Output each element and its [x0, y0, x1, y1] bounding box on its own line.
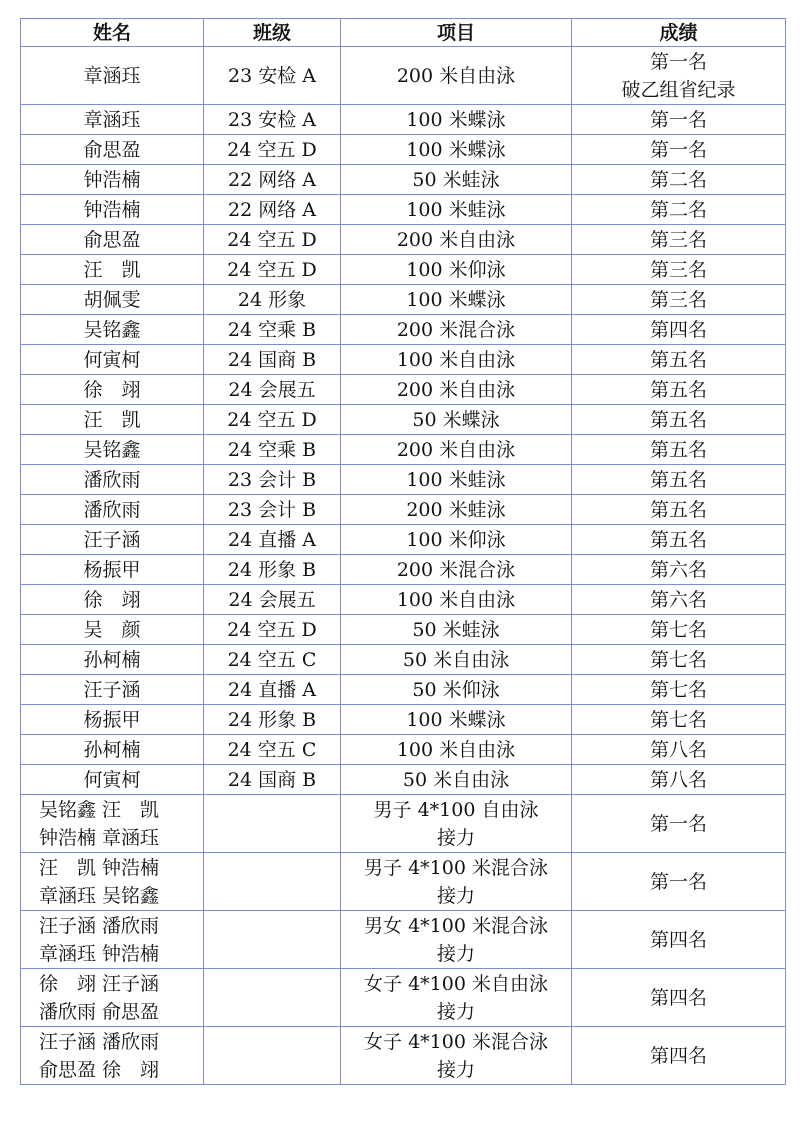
table-row: [21, 675, 786, 705]
cell-name: 杨振甲: [21, 555, 204, 585]
cell-name: 胡佩雯: [21, 285, 204, 315]
cell-relay-event: 男子 4*100 自由泳 接力: [341, 795, 572, 853]
cell-result: 第五名: [572, 405, 786, 435]
cell-class: 24 会展五: [204, 375, 341, 405]
cell-name: 钟浩楠: [21, 195, 204, 225]
relay-row: [21, 795, 786, 853]
table-row: [21, 435, 786, 465]
cell-relay-result: 第四名: [572, 1027, 786, 1085]
cell-class: 24 空五 C: [204, 735, 341, 765]
cell-result: 第五名: [572, 465, 786, 495]
cell-class: 24 直播 A: [204, 525, 341, 555]
cell-result: 第七名: [572, 705, 786, 735]
cell-event: 100 米仰泳: [341, 255, 572, 285]
cell-name: 钟浩楠: [21, 165, 204, 195]
cell-event: 100 米自由泳: [341, 585, 572, 615]
cell-class: 24 空五 D: [204, 225, 341, 255]
cell-event: 50 米蛙泳: [341, 615, 572, 645]
cell-name: 章涵珏: [21, 105, 204, 135]
cell-class: 24 空五 D: [204, 405, 341, 435]
cell-name: 汪子涵: [21, 675, 204, 705]
cell-relay-names: 徐 翊 汪子涵 潘欣雨 俞思盈: [21, 969, 204, 1027]
table-row: [21, 465, 786, 495]
table-row: [21, 705, 786, 735]
cell-event: 200 米自由泳: [341, 375, 572, 405]
table-row: [21, 225, 786, 255]
table-row: [21, 555, 786, 585]
results-table: [20, 18, 786, 1085]
cell-name: 吴铭鑫: [21, 435, 204, 465]
table-row: [21, 615, 786, 645]
cell-name: 潘欣雨: [21, 465, 204, 495]
cell-event: 50 米蝶泳: [341, 405, 572, 435]
cell-result: 第一名: [572, 105, 786, 135]
header-result: 成绩: [572, 19, 786, 47]
cell-result: 第三名: [572, 255, 786, 285]
cell-class: 24 形象 B: [204, 555, 341, 585]
table-row: [21, 165, 786, 195]
cell-class: 23 安检 A: [204, 47, 341, 105]
cell-event: 200 米混合泳: [341, 555, 572, 585]
cell-name: 吴铭鑫: [21, 315, 204, 345]
cell-relay-class: [204, 969, 341, 1027]
cell-event: 100 米蛙泳: [341, 195, 572, 225]
cell-name: 徐 翊: [21, 375, 204, 405]
cell-relay-event: 女子 4*100 米混合泳 接力: [341, 1027, 572, 1085]
cell-result: 第五名: [572, 495, 786, 525]
cell-class: 22 网络 A: [204, 165, 341, 195]
cell-class: 24 空五 C: [204, 645, 341, 675]
cell-relay-result: 第四名: [572, 969, 786, 1027]
cell-relay-result: 第一名: [572, 795, 786, 853]
relay-row: [21, 853, 786, 911]
cell-class: 24 国商 B: [204, 765, 341, 795]
cell-result: 第五名: [572, 345, 786, 375]
cell-event: 200 米自由泳: [341, 225, 572, 255]
cell-relay-class: [204, 911, 341, 969]
cell-relay-names: 吴铭鑫 汪 凯 钟浩楠 章涵珏: [21, 795, 204, 853]
cell-relay-names: 汪子涵 潘欣雨 俞思盈 徐 翊: [21, 1027, 204, 1085]
cell-name: 孙柯楠: [21, 735, 204, 765]
cell-name: 杨振甲: [21, 705, 204, 735]
cell-class: 24 国商 B: [204, 345, 341, 375]
cell-class: 23 安检 A: [204, 105, 341, 135]
cell-event: 100 米蝶泳: [341, 135, 572, 165]
cell-result: 第七名: [572, 675, 786, 705]
cell-result: 第三名: [572, 225, 786, 255]
cell-name: 何寅柯: [21, 765, 204, 795]
cell-result: 第八名: [572, 735, 786, 765]
cell-name: 汪 凯: [21, 405, 204, 435]
cell-name: 何寅柯: [21, 345, 204, 375]
table-row: [21, 135, 786, 165]
cell-class: 22 网络 A: [204, 195, 341, 225]
table-row: [21, 47, 786, 105]
cell-result: 第五名: [572, 525, 786, 555]
cell-event: 100 米蛙泳: [341, 465, 572, 495]
cell-result: 第八名: [572, 765, 786, 795]
cell-name: 俞思盈: [21, 135, 204, 165]
cell-event: 100 米自由泳: [341, 345, 572, 375]
cell-class: 24 空乘 B: [204, 435, 341, 465]
cell-event: 200 米混合泳: [341, 315, 572, 345]
table-row: [21, 765, 786, 795]
cell-name: 吴 颜: [21, 615, 204, 645]
header-name: 姓名: [21, 19, 204, 47]
table-row: [21, 285, 786, 315]
cell-event: 200 米自由泳: [341, 47, 572, 105]
cell-relay-names: 汪子涵 潘欣雨 章涵珏 钟浩楠: [21, 911, 204, 969]
table-row: [21, 105, 786, 135]
cell-relay-names: 汪 凯 钟浩楠 章涵珏 吴铭鑫: [21, 853, 204, 911]
relay-row: [21, 1027, 786, 1085]
cell-class: 24 空乘 B: [204, 315, 341, 345]
cell-event: 100 米蝶泳: [341, 705, 572, 735]
table-row: [21, 345, 786, 375]
table-row: [21, 375, 786, 405]
cell-event: 50 米蛙泳: [341, 165, 572, 195]
cell-name: 潘欣雨: [21, 495, 204, 525]
cell-class: 24 形象: [204, 285, 341, 315]
cell-result: 第五名: [572, 375, 786, 405]
cell-event: 100 米自由泳: [341, 735, 572, 765]
cell-relay-class: [204, 853, 341, 911]
cell-relay-result: 第一名: [572, 853, 786, 911]
table-row: [21, 195, 786, 225]
table-row: [21, 525, 786, 555]
header-class: 班级: [204, 19, 341, 47]
cell-event: 100 米仰泳: [341, 525, 572, 555]
table-row: [21, 585, 786, 615]
table-row: [21, 495, 786, 525]
cell-event: 50 米仰泳: [341, 675, 572, 705]
cell-result: 第六名: [572, 555, 786, 585]
cell-relay-class: [204, 1027, 341, 1085]
header-event: 项目: [341, 19, 572, 47]
table-row: [21, 255, 786, 285]
cell-result: 第五名: [572, 435, 786, 465]
cell-result: 第四名: [572, 315, 786, 345]
relay-row: [21, 911, 786, 969]
cell-event: 200 米蛙泳: [341, 495, 572, 525]
cell-event: 200 米自由泳: [341, 435, 572, 465]
cell-result: 第一名 破乙组省纪录: [572, 47, 786, 105]
cell-result: 第七名: [572, 615, 786, 645]
relay-row: [21, 969, 786, 1027]
cell-name: 孙柯楠: [21, 645, 204, 675]
table-row: [21, 405, 786, 435]
cell-class: 24 直播 A: [204, 675, 341, 705]
table-row: [21, 315, 786, 345]
cell-result: 第七名: [572, 645, 786, 675]
cell-result: 第二名: [572, 195, 786, 225]
cell-class: 24 空五 D: [204, 135, 341, 165]
cell-class: 24 会展五: [204, 585, 341, 615]
cell-class: 24 形象 B: [204, 705, 341, 735]
cell-relay-result: 第四名: [572, 911, 786, 969]
cell-relay-class: [204, 795, 341, 853]
cell-result: 第三名: [572, 285, 786, 315]
cell-result: 第一名: [572, 135, 786, 165]
cell-event: 100 米蝶泳: [341, 105, 572, 135]
cell-class: 24 空五 D: [204, 255, 341, 285]
cell-name: 汪子涵: [21, 525, 204, 555]
cell-event: 100 米蝶泳: [341, 285, 572, 315]
header-row: [21, 19, 786, 47]
cell-result: 第二名: [572, 165, 786, 195]
cell-class: 23 会计 B: [204, 465, 341, 495]
table-row: [21, 735, 786, 765]
cell-result: 第六名: [572, 585, 786, 615]
table-row: [21, 645, 786, 675]
cell-name: 章涵珏: [21, 47, 204, 105]
cell-name: 徐 翊: [21, 585, 204, 615]
cell-name: 俞思盈: [21, 225, 204, 255]
cell-name: 汪 凯: [21, 255, 204, 285]
cell-class: 23 会计 B: [204, 495, 341, 525]
cell-relay-event: 女子 4*100 米自由泳 接力: [341, 969, 572, 1027]
cell-relay-event: 男子 4*100 米混合泳 接力: [341, 853, 572, 911]
cell-relay-event: 男女 4*100 米混合泳 接力: [341, 911, 572, 969]
cell-event: 50 米自由泳: [341, 765, 572, 795]
cell-event: 50 米自由泳: [341, 645, 572, 675]
cell-class: 24 空五 D: [204, 615, 341, 645]
